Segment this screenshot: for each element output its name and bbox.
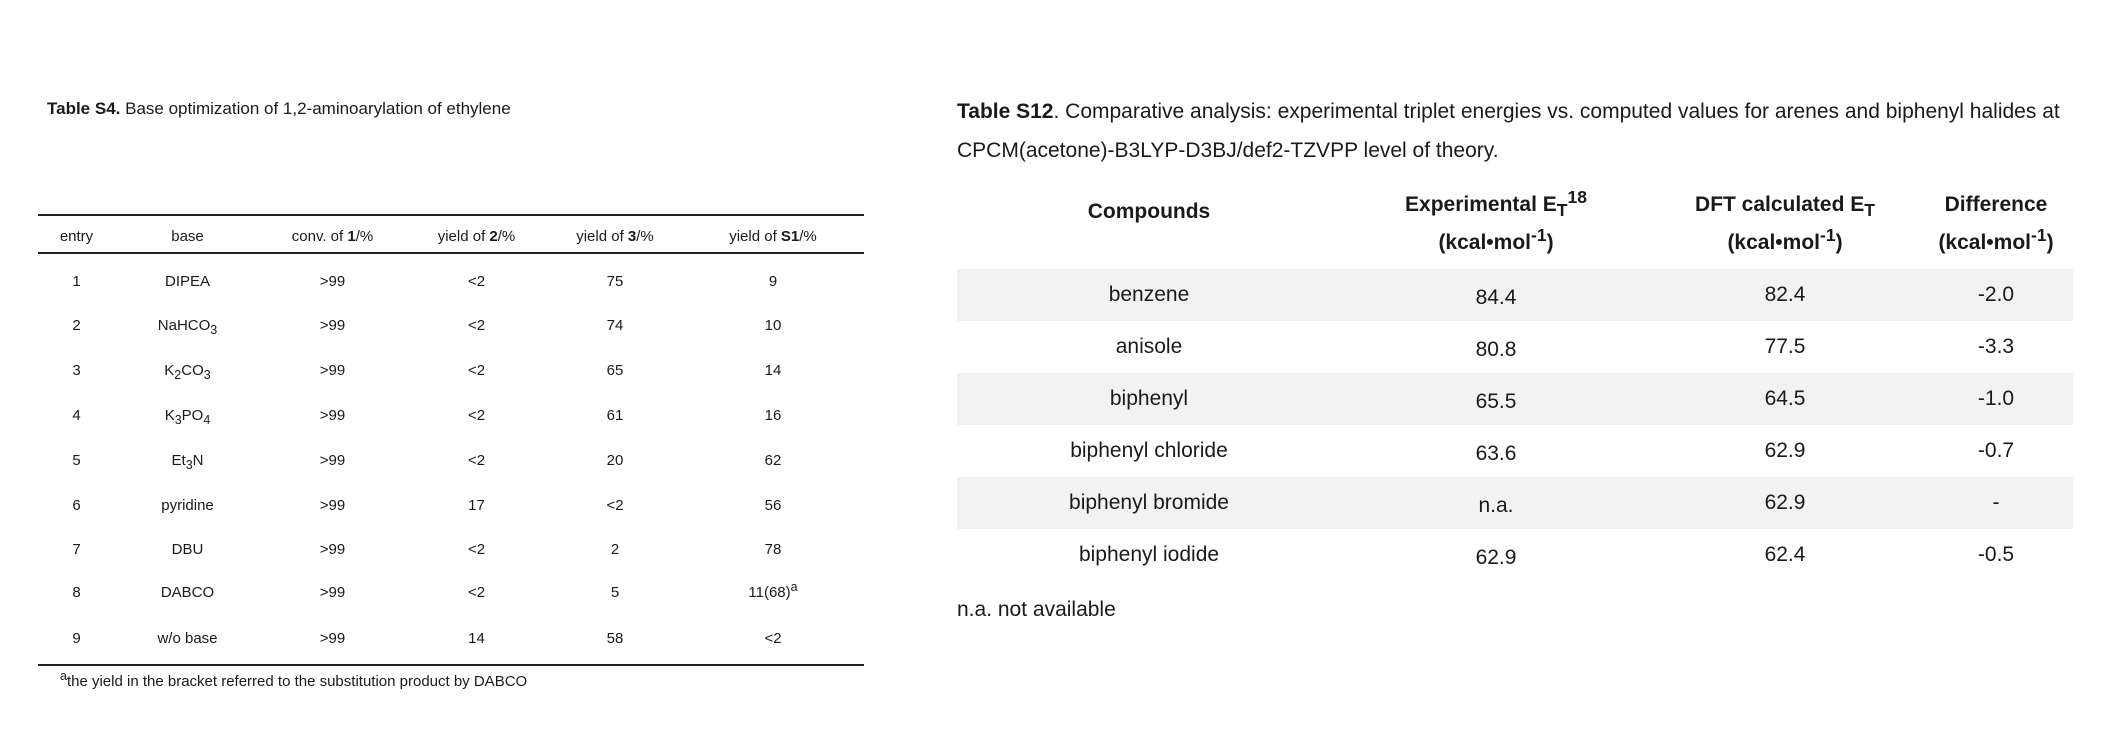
cell-entry: 2 bbox=[72, 316, 81, 334]
table-row bbox=[38, 440, 864, 480]
cell-yield-s1 bbox=[682, 362, 864, 379]
header-yield-2 bbox=[405, 228, 548, 245]
cell-yield-2: <2 bbox=[467, 451, 486, 469]
cell-experimental: 65.5 bbox=[1475, 390, 1517, 413]
cell-entry: 9 bbox=[72, 629, 81, 647]
header-experimental-text: Experimental E bbox=[1405, 193, 1557, 216]
cell-dft: 62.9 bbox=[1764, 439, 1806, 462]
cell-difference: -2.0 bbox=[1977, 283, 2015, 306]
base-text: pyridine bbox=[161, 496, 214, 514]
header-dft-line1 bbox=[1651, 186, 1919, 224]
cell-yield-3: 20 bbox=[606, 451, 624, 469]
table-s12-caption bbox=[957, 92, 2073, 170]
cell-difference: -3.3 bbox=[1977, 335, 2015, 358]
yield-s1-value: <2 bbox=[764, 629, 782, 647]
table-s12-caption-label: Table S12 bbox=[957, 100, 1054, 123]
yield-s1-value: 78 bbox=[764, 540, 782, 558]
header-experimental-line1 bbox=[1341, 186, 1651, 224]
cell-entry: 1 bbox=[72, 272, 81, 290]
table-s12-header-row bbox=[957, 186, 2073, 262]
cell-entry: 3 bbox=[72, 361, 81, 379]
table-row bbox=[957, 269, 2073, 321]
cell-conversion: >99 bbox=[319, 451, 346, 469]
cell-conversion: >99 bbox=[319, 272, 346, 290]
table-row bbox=[38, 395, 864, 435]
cell-base bbox=[115, 584, 260, 601]
yield-s1-value: 11(68) bbox=[748, 583, 791, 601]
base-text: DIPEA bbox=[164, 272, 210, 290]
cell-compound: benzene bbox=[1108, 283, 1190, 306]
table-row bbox=[38, 618, 864, 658]
base-text: w/o base bbox=[157, 629, 218, 647]
cell-entry: 7 bbox=[72, 540, 81, 558]
header-yield-2-prefix: yield of bbox=[437, 227, 490, 245]
cell-base bbox=[115, 316, 260, 337]
yield-s1-footnote-mark: a bbox=[790, 579, 798, 594]
table-s4-header-row bbox=[38, 224, 864, 248]
table-s12-caption-text: . Comparative analysis: experimental triplet energies vs. computed values for arenes and biphenyl halides at CPCM(acetone)-B3LYP-D3BJ/def2-TZVPP level of theory. bbox=[957, 100, 2060, 162]
cell-dft: 64.5 bbox=[1764, 387, 1806, 410]
table-row bbox=[38, 572, 864, 612]
table-row bbox=[38, 261, 864, 301]
unit-close: ) bbox=[2046, 231, 2054, 254]
table-s12-note: n.a. not available bbox=[957, 598, 1116, 621]
header-dft bbox=[1651, 186, 1919, 262]
cell-entry: 5 bbox=[72, 451, 81, 469]
cell-yield-2: <2 bbox=[467, 540, 486, 558]
cell-yield-2: 17 bbox=[468, 496, 485, 514]
cell-dft: 77.5 bbox=[1764, 335, 1806, 358]
header-entry: entry bbox=[59, 227, 94, 245]
base-subscript: 3 bbox=[174, 412, 182, 427]
header-dft-unit bbox=[1651, 224, 1919, 262]
cell-conversion: >99 bbox=[319, 316, 346, 334]
cell-yield-s1 bbox=[682, 452, 864, 469]
cell-conversion: >99 bbox=[319, 540, 346, 558]
header-difference-line1: Difference bbox=[1944, 193, 2048, 216]
table-s4-caption-text: Base optimization of 1,2-aminoarylation of ethylene bbox=[120, 99, 511, 118]
cell-yield-s1 bbox=[682, 317, 864, 334]
cell-yield-3: 75 bbox=[606, 272, 624, 290]
table-row bbox=[38, 305, 864, 345]
cell-yield-2: <2 bbox=[467, 361, 486, 379]
base-text-2: PO bbox=[181, 406, 204, 424]
cell-compound: biphenyl chloride bbox=[1070, 439, 1228, 462]
table-row bbox=[38, 529, 864, 569]
cell-yield-s1 bbox=[682, 630, 864, 647]
header-experimental-subscript: T bbox=[1556, 200, 1568, 221]
unit-text: (kcal•mol bbox=[1727, 231, 1820, 254]
header-compounds: Compounds bbox=[1087, 200, 1211, 223]
header-conversion-unit: /% bbox=[355, 227, 374, 245]
cell-entry: 4 bbox=[72, 406, 81, 424]
cell-yield-3: <2 bbox=[606, 496, 624, 514]
table-row bbox=[957, 373, 2073, 425]
unit-exponent: -1 bbox=[1820, 225, 1836, 245]
table-row bbox=[957, 529, 2073, 581]
cell-experimental: n.a. bbox=[1478, 494, 1514, 517]
cell-base bbox=[115, 361, 260, 382]
table-row bbox=[38, 350, 864, 390]
cell-yield-s1 bbox=[682, 579, 864, 601]
base-subscript-2: 3 bbox=[203, 367, 211, 382]
cell-dft: 62.4 bbox=[1764, 543, 1806, 566]
unit-close: ) bbox=[1546, 231, 1554, 254]
base-text: K bbox=[164, 361, 175, 379]
header-yield-3-unit: /% bbox=[636, 227, 654, 245]
cell-conversion: >99 bbox=[319, 629, 346, 647]
header-conversion bbox=[260, 228, 405, 245]
cell-yield-2: <2 bbox=[467, 316, 486, 334]
cell-difference: -1.0 bbox=[1977, 387, 2015, 410]
header-yield-2-compound: 2 bbox=[489, 227, 498, 245]
cell-yield-s1 bbox=[682, 273, 864, 290]
base-text: Et bbox=[171, 451, 186, 469]
cell-experimental: 80.8 bbox=[1475, 338, 1517, 361]
base-text: DABCO bbox=[160, 583, 215, 601]
base-subscript: 2 bbox=[174, 367, 182, 382]
cell-yield-3: 58 bbox=[606, 629, 624, 647]
header-experimental-reference: 18 bbox=[1567, 187, 1587, 207]
cell-experimental: 84.4 bbox=[1475, 286, 1517, 309]
cell-yield-3: 61 bbox=[606, 406, 624, 424]
cell-yield-3: 2 bbox=[610, 540, 620, 558]
header-experimental bbox=[1341, 186, 1651, 262]
header-yield-3 bbox=[548, 228, 682, 245]
cell-difference: -0.7 bbox=[1977, 439, 2015, 462]
cell-base bbox=[115, 273, 260, 290]
base-text: K bbox=[164, 406, 175, 424]
yield-s1-value: 10 bbox=[764, 316, 782, 334]
header-experimental-unit bbox=[1341, 224, 1651, 262]
cell-entry: 6 bbox=[72, 496, 81, 514]
cell-yield-2: 14 bbox=[468, 629, 485, 647]
cell-yield-3: 65 bbox=[606, 361, 624, 379]
table-s4-caption-label: Table S4. bbox=[47, 99, 121, 118]
base-text-2: CO bbox=[181, 361, 204, 379]
yield-s1-value: 9 bbox=[768, 272, 778, 290]
unit-exponent: -1 bbox=[2031, 225, 2047, 245]
table-row bbox=[957, 477, 2073, 529]
table-s4-footnote bbox=[60, 669, 528, 690]
table-s4-bottom-rule bbox=[38, 664, 864, 666]
cell-yield-2: <2 bbox=[467, 272, 486, 290]
cell-conversion: >99 bbox=[319, 496, 346, 514]
yield-s1-value: 16 bbox=[764, 406, 782, 424]
header-yield-s1-unit: /% bbox=[799, 227, 817, 245]
unit-close: ) bbox=[1835, 231, 1843, 254]
unit-text: (kcal•mol bbox=[1438, 231, 1531, 254]
table-row bbox=[38, 485, 864, 525]
yield-s1-value: 14 bbox=[764, 361, 782, 379]
cell-yield-s1 bbox=[682, 407, 864, 424]
base-text: DBU bbox=[171, 540, 204, 558]
yield-s1-value: 56 bbox=[764, 496, 782, 514]
unit-text: (kcal•mol bbox=[1938, 231, 2031, 254]
cell-entry: 8 bbox=[72, 583, 81, 601]
cell-yield-s1 bbox=[682, 497, 864, 514]
table-s4-top-rule bbox=[38, 214, 864, 216]
footnote-text: the yield in the bracket referred to the substitution product by DABCO bbox=[66, 673, 528, 690]
table-s4-header-rule bbox=[38, 252, 864, 254]
header-dft-text: DFT calculated E bbox=[1695, 193, 1865, 216]
base-text: NaHCO bbox=[157, 316, 211, 334]
header-difference-unit bbox=[1919, 224, 2073, 262]
cell-compound: biphenyl bbox=[1109, 387, 1189, 410]
header-conversion-compound: 1 bbox=[347, 227, 356, 245]
cell-base bbox=[115, 630, 260, 647]
cell-compound: anisole bbox=[1115, 335, 1183, 358]
table-row bbox=[957, 425, 2073, 477]
base-subscript: 3 bbox=[210, 322, 218, 337]
cell-difference: -0.5 bbox=[1977, 543, 2015, 566]
header-yield-3-compound: 3 bbox=[627, 227, 637, 245]
base-subscript: 3 bbox=[185, 457, 193, 472]
cell-base bbox=[115, 541, 260, 558]
cell-base bbox=[115, 406, 260, 427]
header-base: base bbox=[171, 227, 204, 245]
footnote-mark: a bbox=[60, 669, 67, 683]
cell-yield-s1 bbox=[682, 541, 864, 558]
cell-yield-3: 74 bbox=[606, 316, 624, 334]
header-difference bbox=[1919, 186, 2073, 262]
yield-s1-value: 62 bbox=[764, 451, 782, 469]
header-conversion-prefix: conv. of bbox=[291, 227, 348, 245]
base-text-2: N bbox=[192, 451, 204, 469]
header-yield-3-prefix: yield of bbox=[576, 227, 628, 245]
cell-conversion: >99 bbox=[319, 583, 346, 601]
cell-yield-2: <2 bbox=[467, 583, 486, 601]
cell-experimental: 63.6 bbox=[1475, 442, 1517, 465]
cell-compound: biphenyl iodide bbox=[1078, 543, 1220, 566]
table-row bbox=[957, 321, 2073, 373]
cell-compound: biphenyl bromide bbox=[1069, 491, 1229, 514]
header-yield-2-unit: /% bbox=[497, 227, 516, 245]
table-s4-caption bbox=[47, 99, 511, 119]
cell-dft: 62.9 bbox=[1764, 491, 1806, 514]
cell-base bbox=[115, 451, 260, 472]
header-yield-s1 bbox=[682, 228, 864, 245]
cell-yield-3: 5 bbox=[610, 583, 620, 601]
cell-conversion: >99 bbox=[319, 406, 346, 424]
cell-difference: - bbox=[1992, 491, 2000, 514]
cell-dft: 82.4 bbox=[1764, 283, 1806, 306]
cell-conversion: >99 bbox=[319, 361, 346, 379]
base-subscript-2: 4 bbox=[203, 412, 211, 427]
cell-yield-2: <2 bbox=[467, 406, 486, 424]
header-yield-s1-prefix: yield of bbox=[729, 227, 781, 245]
unit-exponent: -1 bbox=[1531, 225, 1547, 245]
header-dft-subscript: T bbox=[1864, 200, 1875, 221]
cell-experimental: 62.9 bbox=[1475, 546, 1517, 569]
header-yield-s1-compound: S1 bbox=[780, 227, 800, 245]
cell-base bbox=[115, 497, 260, 514]
